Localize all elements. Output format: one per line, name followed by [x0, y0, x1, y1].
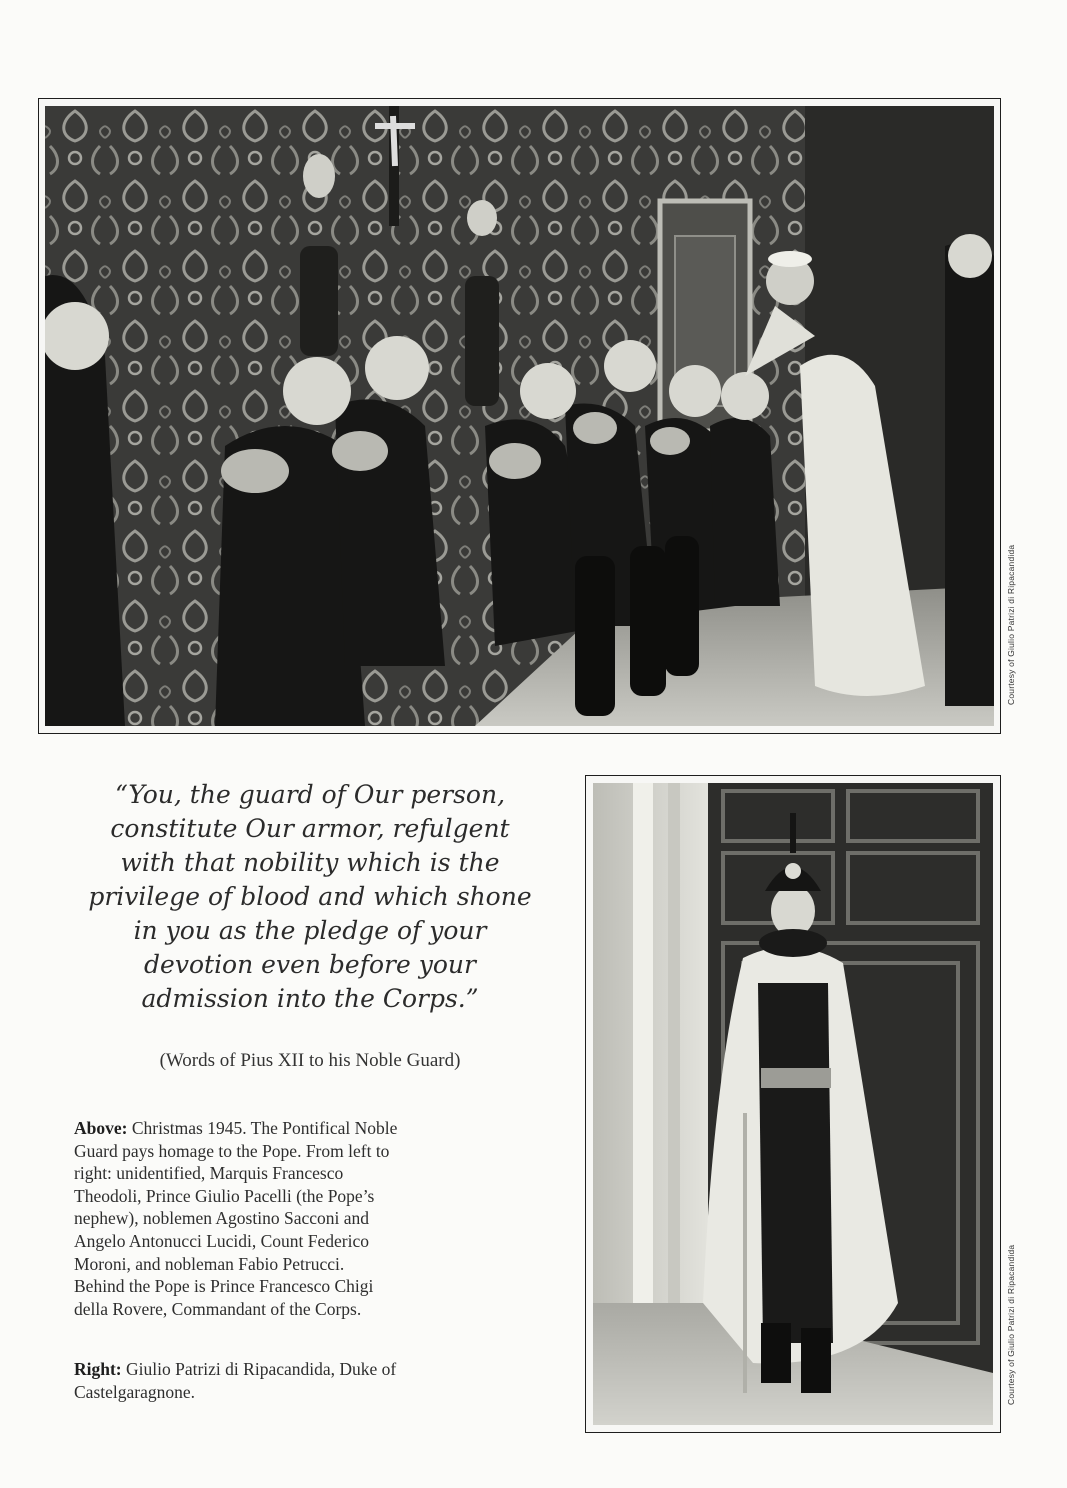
quote-line: devotion even before your	[144, 950, 476, 979]
quote-line: with that nobility which is the	[120, 848, 500, 877]
caption-line: Theodoli, Prince Giulio Pacelli (the Pope’s	[74, 1185, 375, 1206]
right-photo-credit: Courtesy of Giulio Patrizi di Ripacandida	[1006, 1244, 1016, 1405]
caption-line: della Rovere, Commandant of the Corps.	[74, 1298, 362, 1319]
caption-line: Angelo Antonucci Lucidi, Count Federico	[74, 1230, 370, 1251]
pius-quote	[70, 778, 550, 1016]
caption-line: Guard pays homage to the Pope. From left to	[74, 1140, 390, 1161]
caption-right	[74, 1358, 544, 1403]
quote-line: privilege of blood and which shone	[88, 882, 532, 911]
caption-line: Castelgaragnone.	[74, 1381, 195, 1402]
caption-line: right: unidentified, Marquis Francesco	[74, 1163, 344, 1184]
top-photo	[45, 106, 994, 726]
caption-above	[74, 1117, 544, 1320]
top-photo-image	[45, 106, 994, 726]
caption-above-label: Above:	[74, 1118, 128, 1138]
caption-line: nephew), noblemen Agostino Sacconi and	[74, 1208, 370, 1229]
caption-line: Giulio Patrizi di Ripacandida, Duke of	[121, 1359, 397, 1379]
quote-line: constitute Our armor, refulgent	[110, 814, 510, 843]
caption-right-label: Right:	[74, 1359, 122, 1379]
caption-line: Moroni, and nobleman Fabio Petrucci.	[74, 1253, 345, 1274]
quote-line: admission into the Corps.”	[141, 984, 479, 1013]
right-photo-image	[593, 783, 993, 1425]
right-photo	[593, 783, 993, 1425]
top-photo-credit: Courtesy of Giulio Patrizi di Ripacandida	[1006, 544, 1016, 705]
right-photo-frame	[585, 775, 1001, 1433]
caption-line: Behind the Pope is Prince Francesco Chigi	[74, 1276, 374, 1297]
quote-attribution: (Words of Pius XII to his Noble Guard)	[159, 1050, 461, 1071]
quote-line: “You, the guard of Our person,	[114, 780, 506, 809]
quote-line: in you as the pledge of your	[133, 916, 487, 945]
top-photo-frame	[38, 98, 1001, 734]
caption-line: Christmas 1945. The Pontifical Noble	[127, 1118, 398, 1138]
